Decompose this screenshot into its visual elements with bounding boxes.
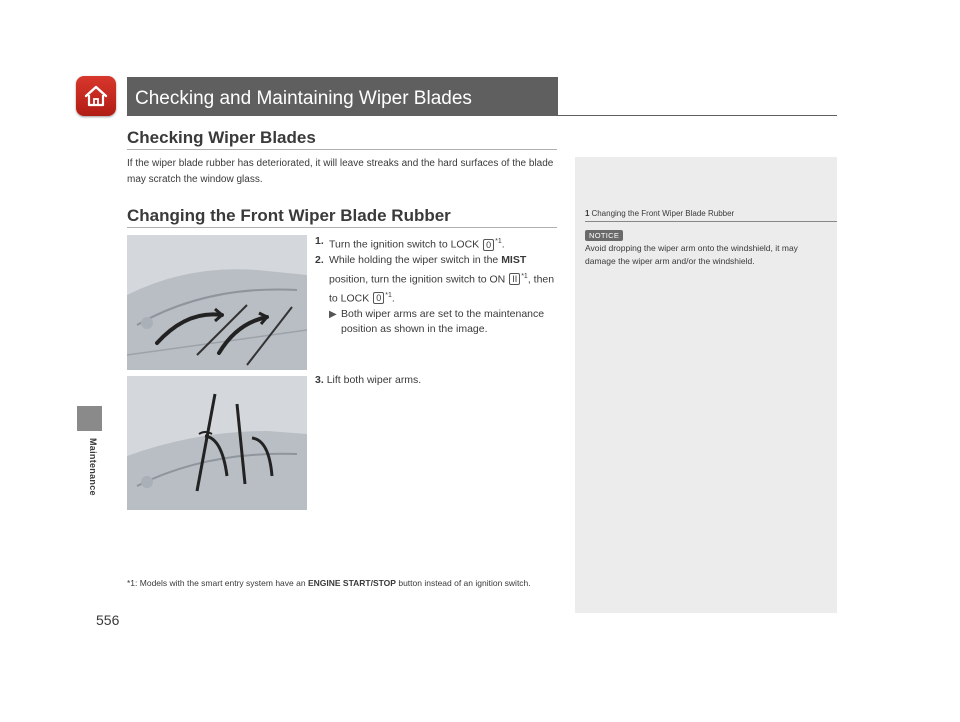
wiper-maintenance-position-image (127, 235, 307, 370)
result-arrow-icon: ▶ (329, 308, 337, 320)
title-divider (127, 115, 837, 116)
notes-heading: 1 Changing the Front Wiper Blade Rubber (585, 209, 735, 218)
notice-text: Avoid dropping the wiper arm onto the windshield, it may damage the wiper arm and/or the windshield. (585, 243, 798, 266)
reference-icon: 1 (585, 209, 590, 218)
notes-divider (585, 221, 837, 222)
footnote: *1: Models with the smart entry system have an ENGINE START/STOP button instead of an ignition switch. (127, 578, 531, 588)
changing-heading: Changing the Front Wiper Blade Rubber (127, 206, 451, 225)
lock-key-icon: 0 (373, 292, 384, 304)
page-number: 556 (96, 612, 120, 628)
home-icon (82, 82, 110, 110)
step-3: 3. Lift both wiper arms. (315, 374, 422, 386)
lifted-wiper-arms-image (127, 376, 307, 510)
home-button[interactable] (76, 76, 116, 116)
notice-badge: NOTICE (585, 230, 623, 241)
page-title: Checking and Maintaining Wiper Blades (135, 88, 472, 109)
checking-heading-rule (127, 149, 557, 150)
on-key-icon: II (509, 273, 520, 285)
lock-key-icon: 0 (483, 239, 494, 251)
step-1: 1. Turn the ignition switch to LOCK 0 $^{*1}$. (315, 235, 505, 251)
chapter-title-bar (127, 77, 558, 115)
step-2: 2. While holding the wiper switch in the MIST position, turn the ignition switch to ON II $^{*1}$, then to LOCK 0 $^{*1}$. (315, 254, 555, 304)
checking-heading: Checking Wiper Blades (127, 128, 316, 147)
changing-heading-rule (127, 227, 557, 228)
instruction-steps (315, 234, 565, 338)
section-label (84, 438, 100, 518)
notes-panel (575, 157, 837, 613)
checking-body: If the wiper blade rubber has deteriorated, it will leave streaks and the hard surfaces of the blade may scratch the window glass. (127, 158, 554, 185)
section-label-text: Maintenance (88, 438, 98, 496)
section-tab-marker[interactable] (77, 406, 102, 431)
step-2-result: ▶ Both wiper arms are set to the maintenance position as shown in the image. (329, 307, 545, 335)
